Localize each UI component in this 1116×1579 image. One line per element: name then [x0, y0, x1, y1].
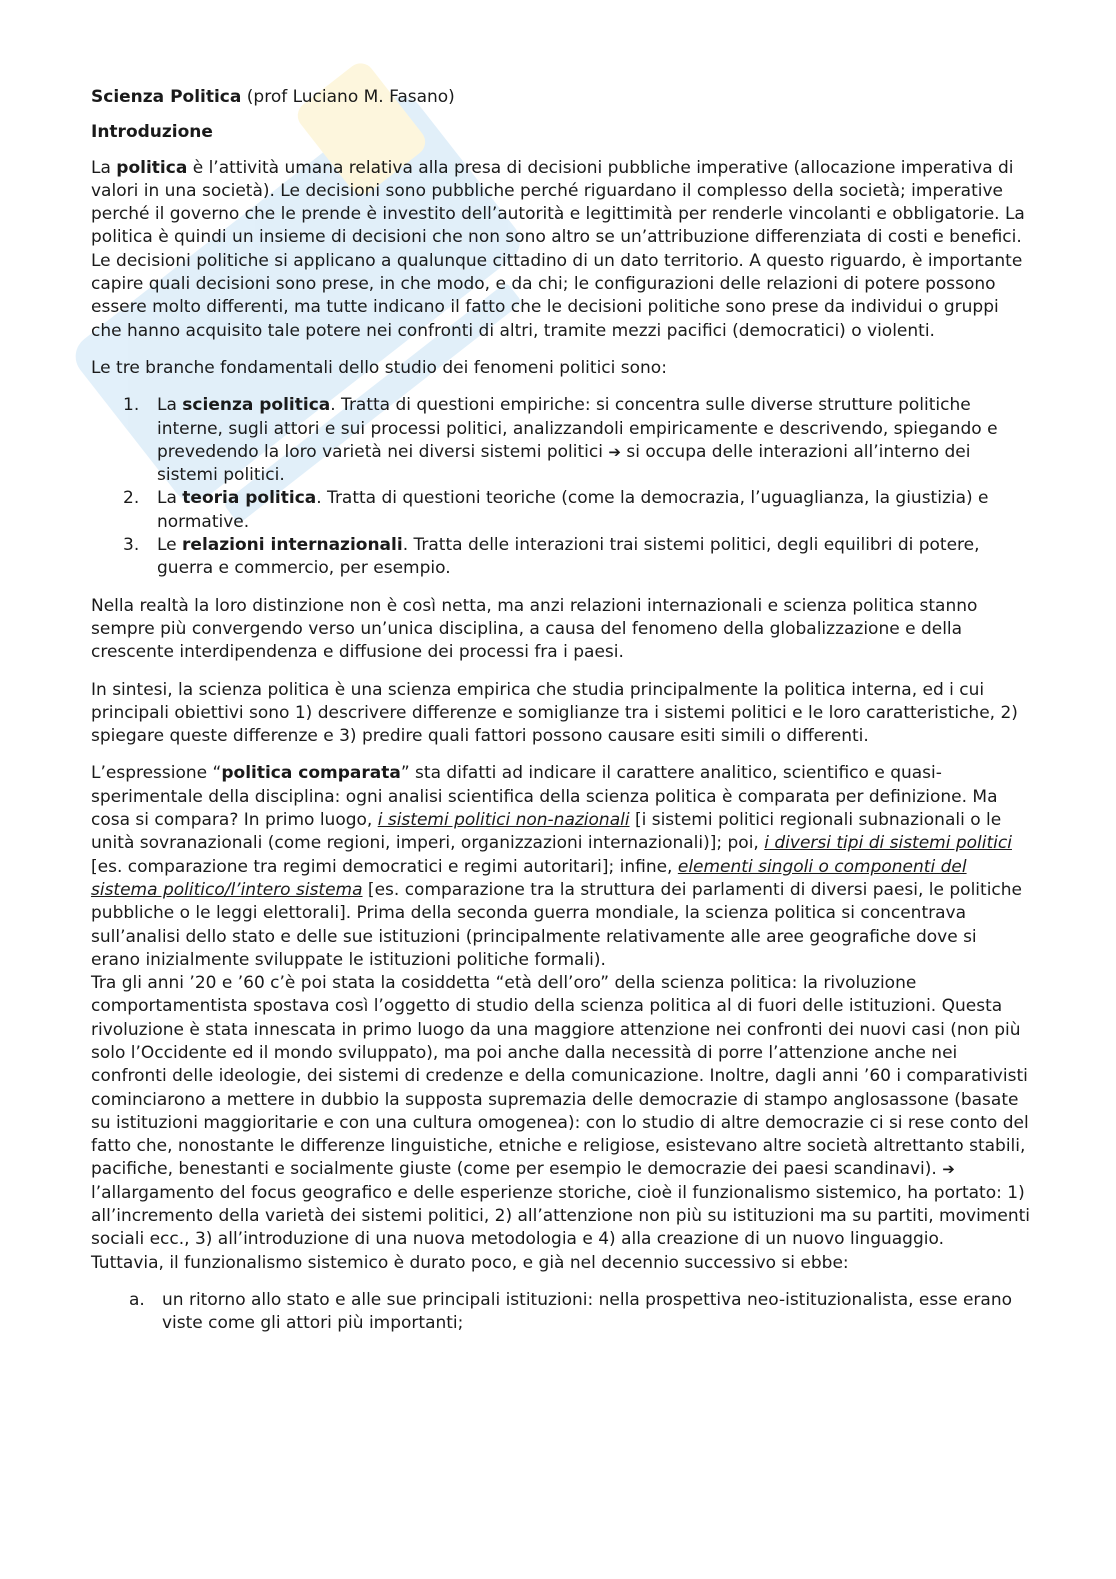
section-heading: Introduzione — [91, 122, 213, 143]
paragraph-branches-intro: Le tre branche fondamentali dello studio dei fenomeni politici sono: — [91, 357, 667, 378]
paragraph-golden-age: Tra gli anni ’20 e ’60 c’è poi stata la cosiddetta “età dell’oro” della scienza politica: la rivoluzione comportamentista spostava così l’oggetto di studio della scienza politica al di fuori delle istituzioni. Questa rivoluzione è stata innescata in primo luogo da una maggiore attenzione nei confronti dei nuovi casi (non più solo l’Occidente ed il mondo sviluppato), ma poi anche dalla necessità di porre l’attenzione anche nei confronti delle ideologie, dei sistemi di credenze e della comunicazione. Inoltre, dagli anni ’60 i comparativisti cominciarono a mettere in dubbio la supposta supremazia delle democrazie di stampo anglosassone (basate su istituzioni maggioritarie e con una cultura omogenea): con lo studio di altre democrazie ci si rese conto del fatto che, nonostante le differenze linguistiche, etniche e religiose, esistevano altre società altrettanto stabili, pacifiche, benestanti e socialmente giuste (come per esempio le democrazie dei paesi scandinavi). ➔ l’allargamento del focus geografico e delle esperienze storiche, cioè il funzionalismo sistemico, ha portato: 1) all’incremento della varietà dei sistemi politici, 2) all’attenzione non più su istituzioni ma su partiti, movimenti sociali ecc., 3) all’introduzione di una nuova metodologia e 4) alla creazione di un nuovo linguaggio. — [91, 973, 1030, 1250]
paragraph-convergence: Nella realtà la loro distinzione non è così netta, ma anzi relazioni internazionali e scienza politica stanno sempre più convergendo verso un’unica disciplina, a causa del fenomeno della globalizzazione e della crescente interdipendenza e diffusione dei processi fra i paesi. — [91, 595, 978, 663]
paragraph-definition: La politica è l’attività umana relativa alla presa di decisioni pubbliche imperative (allocazione imperativa di valori in una società). Le decisioni sono pubbliche perché riguardano il complesso della società; imperative perché il governo che le prende è investito dell’autorità e legittimità per renderle vincolanti e obbligatorie. La politica è quindi un insieme di decisioni che non sono altro se un’attribuzione differenziata di costi e benefici. Le decisioni politiche si applicano a qualunque cittadino di un dato territorio. A questo riguardo, è importante capire quali decisioni sono prese, in che modo, e da chi; le configurazioni delle relazioni di potere possono essere molto differenti, ma tutte indicano il fatto che le decisioni politiche sono prese da individui o gruppi che hanno acquisito tale potere nei confronti di altri, tramite mezzi pacifici (democratici) o violenti. — [91, 157, 1025, 341]
list-item: a. un ritorno allo stato e alle sue principali istituzioni: nella prospettiva neo-istituzionalista, esse erano viste come gli attori più importanti; — [129, 1289, 1013, 1334]
list-item: 2. La teoria politica. Tratta di questioni teoriche (come la democrazia, l’uguaglianza, la giustizia) e normative. — [123, 488, 989, 532]
document-title: Scienza Politica (prof Luciano M. Fasano) — [91, 87, 455, 107]
paragraph-comparative: L’espressione “politica comparata” sta difatti ad indicare il carattere analitico, scientifico e quasi-sperimentale della disciplina: ogni analisi scientifica della scienza politica è comparata per definizione. Ma cosa si compara? In primo luogo, i sistemi politici non-nazionali [i sistemi politici regionali subnazionali o le unità sovranazionali (come regioni, imperi, organizzazioni internazionali)]; poi, i diversi tipi di sistemi politici [es. comparazione tra regimi democratici e regimi autoritari]; infine, elementi singoli o componenti del sistema politico/l’intero sistema [es. comparazione tra la struttura dei parlamenti di diversi paesi, le politiche pubbliche o le leggi elettorali]. Prima della seconda guerra mondiale, la scienza politica si concentrava sull’analisi dello stato e delle sue istituzioni (principalmente relativamente alle aree geografiche dove si erano inizialmente sviluppate le istituzioni politiche formali). — [91, 763, 1022, 970]
list-item: 1. La scienza politica. Tratta di questioni empiriche: si concentra sulle diverse strutture politiche interne, sugli attori e sui processi politici, analizzandoli empiricamente e descrivendo, spiegando e prevedendo la loro varietà nei diversi sistemi politici ➔ si occupa delle interazioni all’interno dei sistemi politici. — [123, 395, 998, 486]
list-item: 3. Le relazioni internazionali. Tratta delle interazioni trai sistemi politici, degli equilibri di potere, guerra e commercio, per esempio. — [123, 535, 980, 579]
alpha-list — [91, 1289, 1031, 1336]
document-page — [91, 86, 1031, 1350]
paragraph-however: Tuttavia, il funzionalismo sistemico è durato poco, e già nel decennio successivo si ebbe: — [91, 1252, 849, 1273]
arrow-right-icon: ➔ — [942, 1160, 955, 1179]
paragraph-summary: In sintesi, la scienza politica è una scienza empirica che studia principalmente la politica interna, ed i cui principali obiettivi sono 1) descrivere differenze e somiglianze tra i sistemi politici e le loro caratteristiche, 2) spiegare queste differenze e 3) predire quali fattori possono causare esiti simili o differenti. — [91, 679, 1018, 747]
arrow-right-icon: ➔ — [608, 442, 621, 461]
branches-list — [91, 394, 1031, 580]
